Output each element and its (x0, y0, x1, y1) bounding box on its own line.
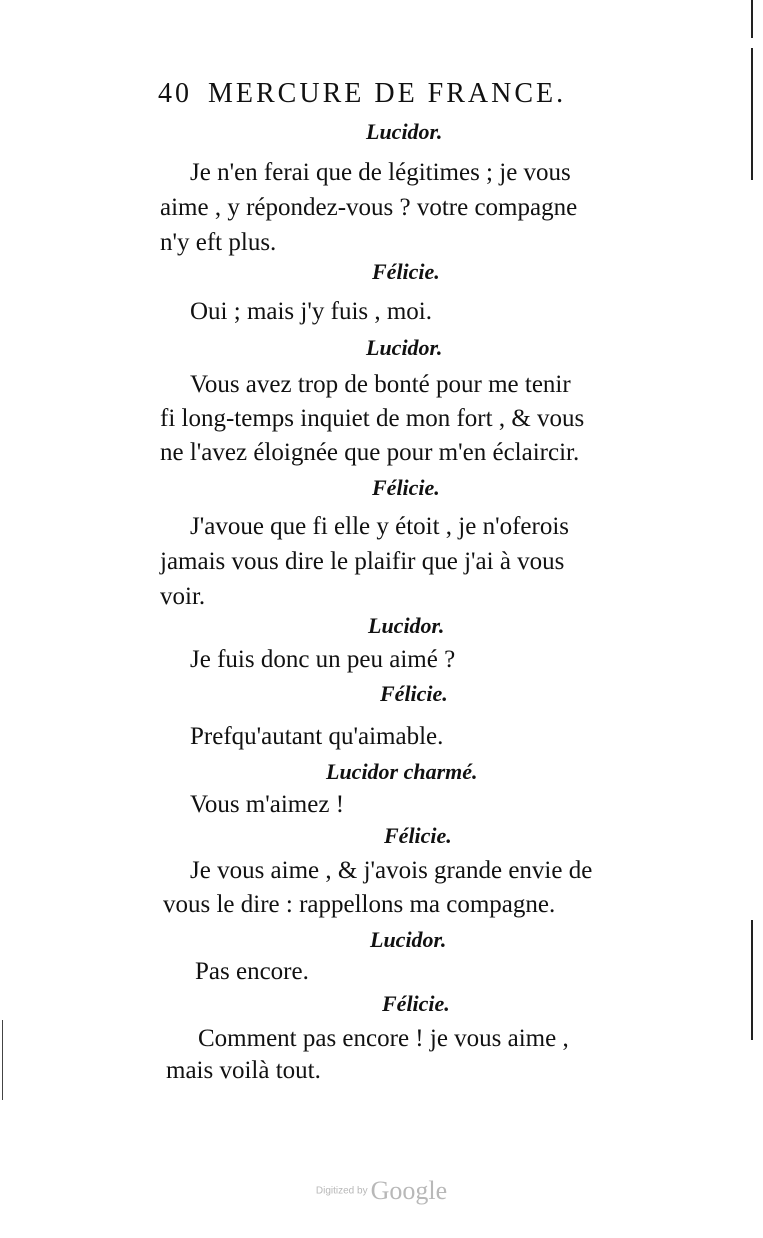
dialogue-line: Vous avez trop de bonté pour me tenir (190, 371, 571, 398)
dialogue-line: voir. (160, 583, 206, 610)
dialogue-line: Prefqu'autant qu'aimable. (190, 723, 444, 750)
dialogue-line: Comment pas encore ! je vous aime , (198, 1025, 569, 1052)
scan-edge-mark (751, 920, 753, 1040)
watermark-prefix: Digitized by (315, 1185, 368, 1197)
google-logo: Google (370, 1176, 448, 1205)
dialogue-line: fi long-temps inquiet de mon fort , & vous (160, 405, 585, 432)
dialogue-line: Je fuis donc un peu aimé ? (190, 646, 456, 673)
speaker-name: Lucidor charmé. (326, 759, 478, 784)
speaker-name: Lucidor. (370, 927, 447, 952)
dialogue-line: vous le dire : rappellons ma compagne. (163, 891, 556, 918)
dialogue-line: ne l'avez éloignée que pour m'en éclaircir. (160, 439, 580, 466)
dialogue-line: Pas encore. (195, 958, 309, 985)
dialogue-line: Je n'en ferai que de légitimes ; je vous (190, 159, 571, 186)
dialogue-line: aime , y répondez-vous ? votre compagne (160, 194, 578, 221)
running-header (158, 78, 638, 110)
dialogue-line: n'y eft plus. (160, 229, 277, 256)
dialogue-line: Je vous aime , & j'avois grande envie de (190, 857, 593, 884)
scan-edge-mark (751, 0, 753, 38)
dialogue-line: mais voilà tout. (166, 1057, 321, 1084)
scan-edge-mark (2, 1020, 3, 1100)
speaker-name: Lucidor. (366, 119, 443, 144)
speaker-name: Lucidor. (368, 613, 445, 638)
dialogue-line: Oui ; mais j'y fuis , moi. (190, 298, 433, 325)
speaker-name: Félicie. (380, 681, 448, 706)
digitization-watermark (0, 1176, 763, 1206)
speaker-name: Félicie. (382, 991, 450, 1016)
page-number: 40 (158, 78, 192, 109)
speaker-name: Félicie. (372, 259, 440, 284)
dialogue-line: Vous m'aimez ! (190, 791, 345, 818)
scan-edge-mark (751, 48, 753, 180)
dialogue-line: jamais vous dire le plaifir que j'ai à vous (160, 548, 565, 575)
speaker-name: Lucidor. (366, 335, 443, 360)
speaker-name: Félicie. (384, 823, 452, 848)
dialogue-line: J'avoue que fi elle y étoit , je n'oferois (190, 513, 570, 540)
speaker-name: Félicie. (372, 475, 440, 500)
running-title: MERCURE DE FRANCE. (208, 78, 567, 109)
